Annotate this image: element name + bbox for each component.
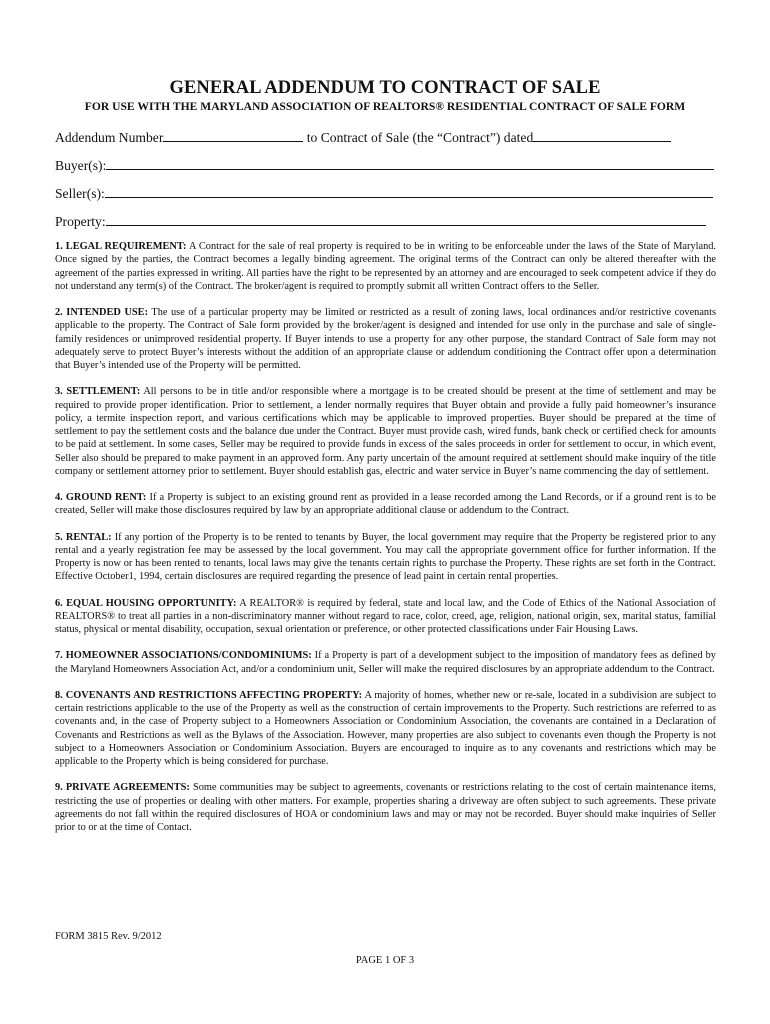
addendum-number-field[interactable]: [163, 128, 303, 142]
section-intended-use: [55, 306, 716, 372]
page-title: GENERAL ADDENDUM TO CONTRACT OF SALE: [169, 78, 601, 98]
section-covenants: [55, 689, 716, 769]
section-heading: 5. RENTAL:: [55, 531, 112, 543]
section-heading: 3. SETTLEMENT:: [55, 386, 141, 398]
section-heading: 8. COVENANTS AND RESTRICTIONS AFFECTING PROPERTY:: [55, 689, 363, 701]
section-text: If a Property is part of a development subject to the imposition of mandatory fees as defined by the Maryland Homeowners Association Act, and/or a condominium unit, Seller will make the required disclosures by an appropriate addendum to the Contract.: [55, 650, 716, 675]
page-number: PAGE 1 OF 3: [355, 955, 415, 966]
sellers-line: [55, 184, 713, 202]
section-text: A Contract for the sale of real property is required to be in writing to be enforceable under the laws of the State of Maryland. Once signed by the parties, the Contract becomes a legally binding agreement. The original terms of the Contract can only be altered thereafter with the agreement of the parties expressed in writing. All parties have the right to be represented by an attorney and are encouraged to seek competent advice if they do not understand any term(s) of the Contract. The broker/agent is required to promptly submit all written Contract offers to the Seller.: [55, 241, 717, 292]
section-text: If a Property is subject to an existing ground rent as provided in a lease recorded among the Land Records, or if a ground rent is to be created, Seller will make those disclosures required by law by an appropriate additional clause or addendum to the Contract.: [55, 492, 716, 517]
section-heading: 7. HOMEOWNER ASSOCIATIONS/CONDOMINIUMS:: [55, 650, 312, 662]
form-number: FORM 3815 Rev. 9/2012: [55, 931, 162, 942]
section-legal-requirement: [55, 240, 716, 293]
sellers-field[interactable]: [105, 184, 713, 198]
section-ground-rent: [55, 491, 716, 518]
contract-dated-label: to Contract of Sale (the “Contract”) dated: [306, 130, 534, 145]
section-homeowner-associations: [55, 649, 716, 676]
section-text: A majority of homes, whether new or re-sale, located in a subdivision are subject to certain restrictions applicable to the use of the Property as well as the construction of certain improvements to the Property. Such restrictions are referred to as covenants and, in the case of Property subject to a Homeowners Association or Condominium Association, the covenants are contained in a Declaration of Covenants and Restrictions as well as the Bylaws of the Association. However, many properties are also subject to covenants even though the Property is not subject to a Homeowners Association or Condominium Association. Buyers are encouraged to inquire as to any covenants and restrictions which may be applicable to the Property which is being considered for purchase.: [55, 689, 716, 767]
section-text: Some communities may be subject to agreements, covenants or restrictions relating to the cost of certain maintenance items, restricting the use of properties or dealing with other matters. For example, properties sharing a driveway are often subject to such agreements. These private agreements do not fall within the required disclosures of HOA or condominium laws and may or may not be recorded. Buyer should make inquiries of Seller prior to or at the time of Contact.: [55, 782, 716, 833]
section-settlement: [55, 385, 716, 478]
contract-date-field[interactable]: [533, 128, 671, 142]
section-heading: 9. PRIVATE AGREEMENTS:: [55, 782, 190, 794]
section-heading: 6. EQUAL HOUSING OPPORTUNITY:: [55, 597, 237, 609]
section-text: If any portion of the Property is to be rented to tenants by Buyer, the local government may require that the Property be registered prior to any rental and a yearly registration fee may be assessed by the local government. You may call the appropriate government office for further information. If the Property is now or has been rented to tenants, local laws may give the tenants certain rights to purchase the Property. These rights are set forth in the Contract. Effective October1, 1994, certain disclosures are required regarding the presence of lead paint in certain rental properties.: [55, 531, 716, 583]
buyers-field[interactable]: [106, 156, 714, 170]
section-text: A REALTOR® is required by federal, state and local law, and the Code of Ethics of the National Association of REALTORS® to treat all parties in a non-discriminatory manner without regard to race, color, creed, age, religion, national origin, sex, marital status, familial status, physical or mental disability, occupation, sexual orientation or preference, or other protected classifications under Fair Housing Laws.: [55, 597, 716, 635]
property-line: [55, 212, 706, 230]
section-text: The use of a particular property may be limited or restricted as a result of zoning laws, local ordinances and/or restrictive covenants applicable to the property. The Contract of Sale form provided by the broker/agent is designed and intended for use only in the purchase and sale of single-family residences or unimproved residential property. If Buyer intends to use a property for any other purpose, the standard Contract of Sale form may not adequately serve to protect Buyer’s interests without the addition of an appropriate clause or addendum conditioning the Contract offer upon a determination that Buyer’s intended use of the Property will be permitted.: [55, 307, 716, 371]
section-private-agreements: [55, 781, 716, 834]
section-heading: 4. GROUND RENT:: [55, 492, 147, 503]
page-subtitle: FOR USE WITH THE MARYLAND ASSOCIATION OF REALTORS® RESIDENTIAL CONTRACT OF SALE FORM: [84, 100, 686, 113]
property-label: Property:: [55, 214, 106, 229]
section-rental: [55, 531, 716, 584]
section-heading: 1. LEGAL REQUIREMENT:: [55, 241, 187, 252]
section-text: All persons to be in title and/or responsible where a mortgage is to be created should be present at the time of settlement and may be required to provide proper identification. Prior to settlement, a lender normally requires that Buyer obtain and provide a fully paid homeowner’s insurance policy, a termite inspection report, and various certifications which may be applicable to improved properties. Buyer should be prepared at the time of settlement to pay the settlement costs and the balance due under the Contract. Buyer must provide cash, wired funds, bank check or certified check for amounts to be paid at settlement. In some cases, Seller may be required to provide funds in excess of the sales proceeds in order for settlement to occur, in which event, Seller also should be prepared to make payment in an approved form. Any party uncertain of the amount required at settlement should make inquiry of the title company or settlement attorney prior to settlement. Buyer should establish gas, electric and water service in Buyer’s name commencing the day of settlement.: [55, 386, 716, 477]
section-heading: 2. INTENDED USE:: [55, 307, 149, 318]
addendum-number-label: Addendum Number: [55, 130, 164, 145]
document-body: [55, 240, 716, 847]
section-equal-housing: [55, 597, 716, 637]
buyers-line: [55, 156, 714, 174]
addendum-number-line: [55, 128, 671, 146]
buyers-label: Buyer(s):: [55, 158, 107, 173]
property-field[interactable]: [106, 212, 706, 226]
sellers-label: Seller(s):: [55, 186, 105, 201]
